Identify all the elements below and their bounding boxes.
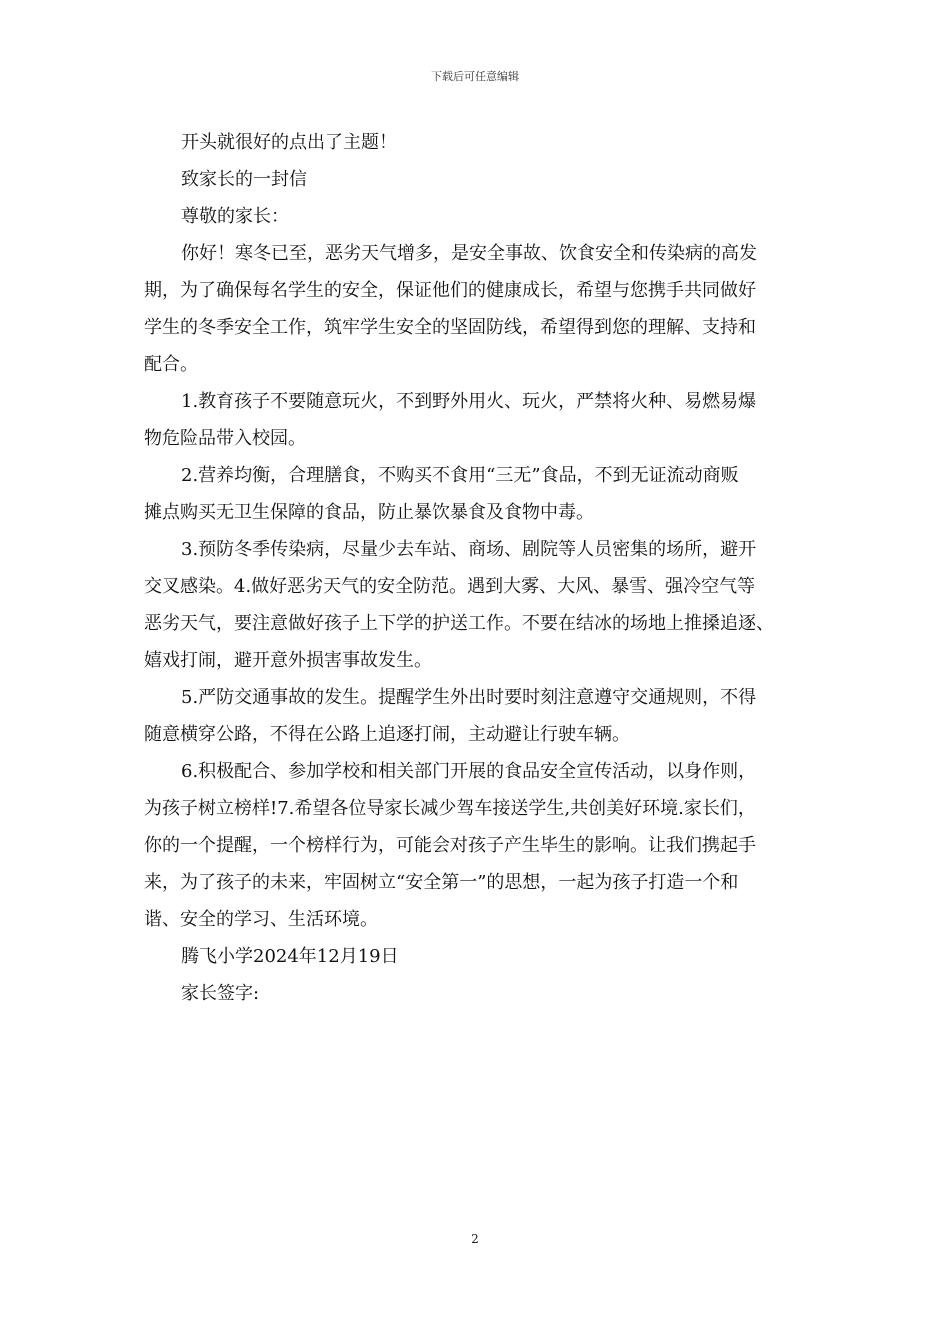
document-line: 期，为了确保每名学生的安全，保证他们的健康成长，希望与您携手共同做好 — [144, 280, 756, 301]
document-line: 2.营养均衡，合理膳食，不购买不食用“三无”食品，不到无证流动商贩 — [181, 465, 739, 486]
header-note: 下载后可任意编辑 — [431, 70, 519, 83]
document-line: 开头就很好的点出了主题！ — [181, 132, 397, 153]
document-line: 物危险品带入校园。 — [144, 428, 306, 449]
document-line: 家长签字: — [181, 983, 260, 1004]
page-number: 2 — [471, 1232, 479, 1246]
document-line: 来，为了孩子的未来，牢固树立“安全第一”的思想，一起为孩子打造一个和 — [144, 872, 739, 893]
document-line: 5.严防交通事故的发生。提醒学生外出时要时刻注意遵守交通规则，不得 — [181, 687, 757, 708]
document-line: 摊点购买无卫生保障的食品，防止暴饮暴食及食物中毒。 — [144, 502, 594, 523]
document-line: 交叉感染。4.做好恶劣天气的安全防范。遇到大雾、大风、暴雪、强冷空气等 — [144, 576, 756, 597]
document-line: 6.积极配合、参加学校和相关部门开展的食品安全宣传活动，以身作则， — [181, 761, 757, 782]
document-line: 嬉戏打闹，避开意外损害事故发生。 — [144, 650, 432, 671]
document-line: 你好！寒冬已至，恶劣天气增多，是安全事故、饮食安全和传染病的高发 — [181, 243, 757, 264]
document-line: 随意横穿公路，不得在公路上追逐打闹，主动避让行驶车辆。 — [144, 724, 630, 745]
document-line: 恶劣天气，要注意做好孩子上下学的护送工作。不要在结冰的场地上推搡追逐、 — [144, 613, 774, 634]
document-line: 腾飞小学2024年12月19日 — [181, 946, 399, 967]
document-line: 为孩子树立榜样!7.希望各位导家长减少驾车接送学生,共创美好环境.家长们， — [144, 798, 756, 819]
document-line: 3.预防冬季传染病，尽量少去车站、商场、剧院等人员密集的场所，避开 — [181, 539, 757, 560]
document-line: 致家长的一封信 — [181, 169, 307, 190]
document-line: 谐、安全的学习、生活环境。 — [144, 909, 378, 930]
document-line: 学生的冬季安全工作，筑牢学生安全的坚固防线，希望得到您的理解、支持和 — [144, 317, 756, 338]
document-body — [144, 124, 814, 1012]
document-line: 你的一个提醒，一个榜样行为，可能会对孩子产生毕生的影响。让我们携起手 — [144, 835, 756, 856]
document-line: 尊敬的家长： — [181, 206, 289, 227]
document-line: 配合。 — [144, 354, 198, 375]
document-line: 1.教育孩子不要随意玩火，不到野外用火、玩火，严禁将火种、易燃易爆 — [181, 391, 757, 412]
